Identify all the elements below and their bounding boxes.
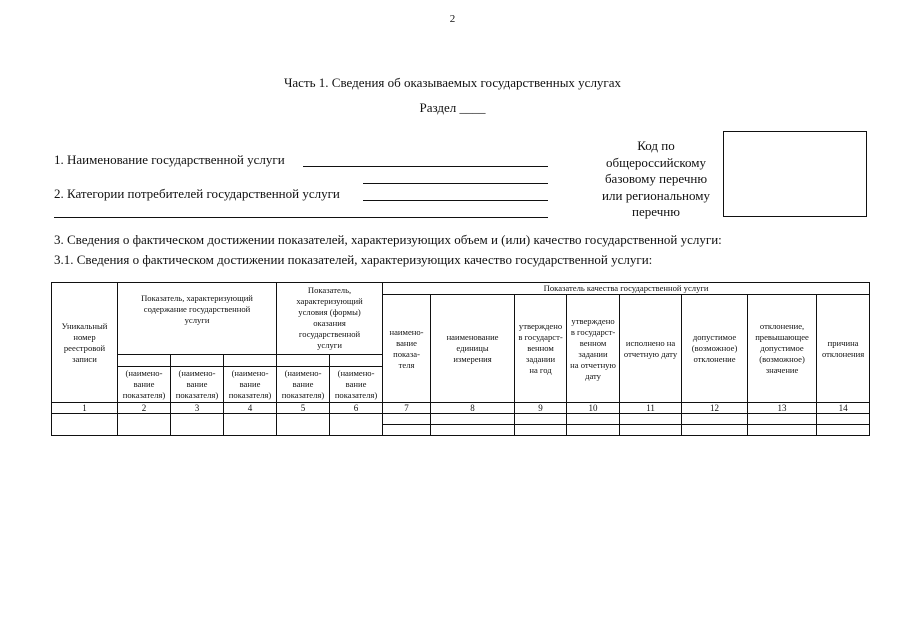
header-text: вание xyxy=(133,379,155,389)
header-text: утверждено xyxy=(571,315,615,326)
header-text: записи xyxy=(72,353,97,364)
column-number: 5 xyxy=(277,403,330,414)
header-text: отчетную дату xyxy=(623,348,678,359)
table-cell[interactable] xyxy=(817,425,870,436)
header-text: Показатель, характеризующий xyxy=(141,293,253,303)
section-3-heading: 3. Сведения о фактическом достижении показателей, характеризующих объем и (или) качество государственной услуги: xyxy=(54,232,722,247)
header-sub-name xyxy=(118,367,171,403)
header-condition-indicator xyxy=(277,283,383,355)
header-text: вание xyxy=(186,379,208,389)
column-number: 14 xyxy=(817,403,870,414)
service-name-label: 1. Наименование государственной услуги xyxy=(54,152,285,167)
header-text: содержание государственной xyxy=(143,304,251,314)
table-cell[interactable] xyxy=(567,414,620,425)
table-cell[interactable] xyxy=(515,414,567,425)
header-approved-year xyxy=(515,295,567,403)
header-unique-number xyxy=(52,283,118,403)
code-label-line: или региональному xyxy=(602,187,710,203)
column-number: 8 xyxy=(431,403,515,414)
column-number: 10 xyxy=(567,403,620,414)
header-text: реестровой xyxy=(63,342,106,353)
header-text: номер xyxy=(73,331,96,342)
header-text: Уникальный xyxy=(61,320,108,331)
header-text: услуги xyxy=(184,315,210,325)
table-cell[interactable] xyxy=(567,425,620,436)
header-text: исполнено на xyxy=(625,337,676,348)
header-text: теля xyxy=(398,359,415,370)
column-number: 1 xyxy=(52,403,118,414)
header-text: характеризующий xyxy=(296,296,363,306)
header-text: показа- xyxy=(393,348,420,359)
column-number: 2 xyxy=(118,403,171,414)
header-text: задании xyxy=(525,354,556,364)
header-text: вание xyxy=(292,379,314,389)
header-content-indicator xyxy=(118,283,277,355)
header-text: наименование xyxy=(446,332,499,342)
header-text: превышающее xyxy=(755,332,809,342)
header-text: отклонения xyxy=(821,348,865,359)
table-cell[interactable] xyxy=(748,414,817,425)
header-blank-cell xyxy=(118,355,171,367)
header-text: дату xyxy=(585,370,601,381)
column-number: 7 xyxy=(383,403,431,414)
quality-table xyxy=(51,282,870,436)
header-text: отклонение xyxy=(693,354,736,364)
header-text: на отчетную xyxy=(570,359,616,370)
header-text: показателя) xyxy=(175,390,219,400)
header-text: вание xyxy=(396,337,417,348)
header-blank-cell xyxy=(224,355,277,367)
header-text: показателя) xyxy=(281,390,325,400)
page-title: Часть 1. Сведения об оказываемых государственных услугах xyxy=(283,75,622,90)
header-text: утверждено xyxy=(518,321,563,331)
header-text: задании xyxy=(578,348,608,359)
header-text: условия (формы) xyxy=(298,307,361,317)
code-label-line: перечню xyxy=(632,204,680,219)
header-allowed-deviation xyxy=(682,295,748,403)
header-done xyxy=(620,295,682,403)
table-cell[interactable] xyxy=(748,425,817,436)
service-name-line[interactable] xyxy=(303,166,548,167)
header-text: (наимено- xyxy=(125,368,163,378)
header-text: в государст- xyxy=(570,326,616,337)
header-text: в государст- xyxy=(518,332,563,342)
header-quality-indicator: Показатель качества государственной услуги xyxy=(383,283,870,295)
header-text: значение xyxy=(765,365,799,375)
header-deviation-reason xyxy=(817,295,870,403)
header-text: государственной xyxy=(298,329,361,339)
column-number: 3 xyxy=(171,403,224,414)
header-text: на год xyxy=(529,365,552,375)
page-number: 2 xyxy=(449,13,456,25)
header-text: (наимено- xyxy=(231,368,269,378)
table-cell[interactable] xyxy=(620,414,682,425)
header-text: допустимое xyxy=(760,343,804,353)
header-text: допустимое xyxy=(692,332,737,342)
column-number: 13 xyxy=(748,403,817,414)
service-name-line-2[interactable] xyxy=(363,183,548,184)
header-text: услуги xyxy=(317,340,342,350)
code-label-line: базовому перечню xyxy=(604,171,708,186)
code-box[interactable] xyxy=(723,131,867,217)
header-text: причина xyxy=(827,337,859,348)
table-cell[interactable] xyxy=(682,414,748,425)
table-cell[interactable] xyxy=(52,414,118,436)
table-cell[interactable] xyxy=(383,425,431,436)
header-text: вание xyxy=(239,379,261,389)
consumer-categories-label: 2. Категории потребителей государственной услуги xyxy=(54,186,340,201)
table-cell[interactable] xyxy=(431,425,515,436)
header-text: показателя) xyxy=(122,390,166,400)
header-blank-cell xyxy=(330,355,383,367)
header-text: отклонение, xyxy=(759,321,805,331)
header-sub-name xyxy=(277,367,330,403)
header-text: наимено- xyxy=(389,326,424,337)
table-cell[interactable] xyxy=(224,414,277,436)
header-unit xyxy=(431,295,515,403)
header-sub-name xyxy=(171,367,224,403)
header-text: измерения xyxy=(453,354,492,364)
header-text: оказания xyxy=(313,318,346,328)
header-text: (возможное) xyxy=(691,343,738,353)
table-cell[interactable] xyxy=(515,425,567,436)
code-label-line: Код по xyxy=(637,138,675,153)
column-number: 4 xyxy=(224,403,277,414)
table-cell[interactable] xyxy=(330,414,383,436)
table-cell[interactable] xyxy=(383,414,431,425)
header-text: показателя) xyxy=(334,390,378,400)
header-text: единицы xyxy=(456,343,489,353)
table-cell[interactable] xyxy=(682,425,748,436)
column-number: 12 xyxy=(682,403,748,414)
table-cell[interactable] xyxy=(431,414,515,425)
consumer-categories-line-2[interactable] xyxy=(54,217,548,218)
header-approved-date xyxy=(567,295,620,403)
header-blank-cell xyxy=(171,355,224,367)
header-text: венном xyxy=(579,337,607,348)
header-text: венном xyxy=(527,343,554,353)
section-label: Раздел ____ xyxy=(419,100,486,115)
section-3-1-heading: 3.1. Сведения о фактическом достижении показателей, характеризующих качество государственной услуги: xyxy=(54,252,653,267)
table-cell[interactable] xyxy=(620,425,682,436)
column-number: 11 xyxy=(620,403,682,414)
header-text: (наимено- xyxy=(284,368,322,378)
header-sub-name xyxy=(224,367,277,403)
header-text: вание xyxy=(345,379,367,389)
header-indicator-name xyxy=(383,295,431,403)
header-text: показателя) xyxy=(228,390,272,400)
header-blank-cell xyxy=(277,355,330,367)
column-number: 9 xyxy=(515,403,567,414)
header-text: (возможное) xyxy=(759,354,805,364)
header-sub-name xyxy=(330,367,383,403)
header-text: (наимено- xyxy=(178,368,216,378)
table-cell[interactable] xyxy=(817,414,870,425)
table-cell[interactable] xyxy=(171,414,224,436)
header-text: Показатель, xyxy=(307,285,352,295)
header-text: (наимено- xyxy=(337,368,375,378)
header-exceed-deviation xyxy=(748,295,817,403)
code-label-line: общероссийскому xyxy=(605,154,707,170)
table-cell[interactable] xyxy=(118,414,171,436)
consumer-categories-line[interactable] xyxy=(363,200,548,201)
table-cell[interactable] xyxy=(277,414,330,436)
code-label xyxy=(596,138,716,221)
column-number: 6 xyxy=(330,403,383,414)
